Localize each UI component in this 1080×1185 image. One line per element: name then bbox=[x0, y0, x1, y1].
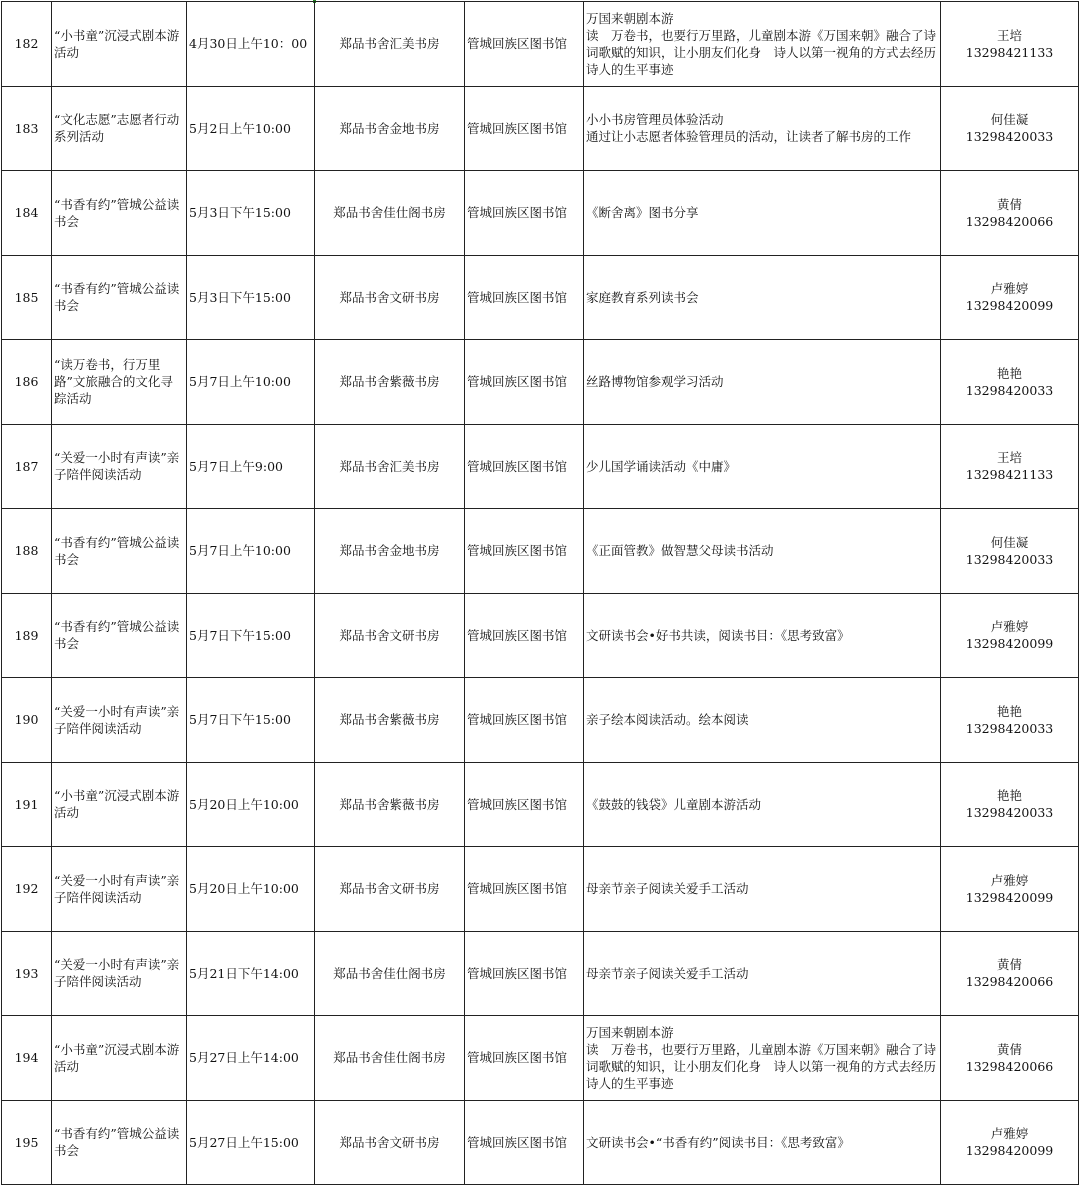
content-line: 通过让小志愿者体验管理员的活动，让读者了解书房的工作 bbox=[586, 129, 912, 145]
contact-name: 黄倩 bbox=[996, 1041, 1022, 1057]
content-line: 万国来朝剧本游 bbox=[586, 1024, 674, 1040]
contact-name: 何佳凝 bbox=[990, 534, 1029, 550]
row-number-cell[interactable]: 191 bbox=[2, 762, 52, 847]
contact-phone: 13298421133 bbox=[965, 44, 1054, 60]
row-number-cell[interactable]: 185 bbox=[2, 255, 52, 340]
content-line: 家庭教育系列读书会 bbox=[586, 289, 699, 305]
contact-cell[interactable] bbox=[941, 424, 1079, 509]
content-line: 《鼓鼓的钱袋》儿童剧本游活动 bbox=[586, 796, 762, 812]
activity-name-cell[interactable]: “小书童”沉浸式剧本游活动 bbox=[52, 1016, 187, 1101]
table-row bbox=[2, 931, 1079, 1016]
contact-cell[interactable] bbox=[941, 1100, 1079, 1185]
venue-cell[interactable]: 郑品书舍佳仕阁书房 bbox=[315, 1016, 465, 1101]
content-line: 读 万卷书，也要行万里路，儿童剧本游《万国来朝》融合了诗词歌赋的知识，让小朋友们化身 诗人以第一视角的方式去经历诗人的生平事迹 bbox=[586, 1041, 937, 1091]
activity-content-cell[interactable] bbox=[584, 1016, 941, 1101]
activity-content-cell[interactable] bbox=[584, 509, 941, 594]
activity-name-cell[interactable]: “书香有约”管城公益读书会 bbox=[52, 255, 187, 340]
table-row bbox=[2, 424, 1079, 509]
activity-time-cell[interactable]: 5月7日下午15:00 bbox=[187, 593, 315, 678]
activity-content-cell[interactable] bbox=[584, 2, 941, 87]
table-row bbox=[2, 255, 1079, 340]
contact-cell[interactable] bbox=[941, 593, 1079, 678]
content-line: 丝路博物馆参观学习活动 bbox=[586, 374, 724, 390]
contact-phone: 13298420099 bbox=[965, 636, 1054, 652]
venue-cell[interactable]: 郑品书舍文研书房 bbox=[315, 593, 465, 678]
venue-cell[interactable]: 郑品书舍文研书房 bbox=[315, 847, 465, 932]
contact-cell[interactable] bbox=[941, 678, 1079, 763]
contact-name: 王培 bbox=[996, 450, 1022, 466]
venue-cell[interactable]: 郑品书舍紫薇书房 bbox=[315, 340, 465, 425]
content-line: 小小书房管理员体验活动 bbox=[586, 112, 724, 128]
table-row bbox=[2, 2, 1079, 87]
activity-time-cell[interactable]: 5月2日上午10:00 bbox=[187, 86, 315, 171]
contact-phone: 13298421133 bbox=[965, 467, 1054, 483]
venue-cell[interactable]: 郑品书舍金地书房 bbox=[315, 509, 465, 594]
activity-content-cell[interactable] bbox=[584, 340, 941, 425]
contact-name: 何佳凝 bbox=[990, 112, 1029, 128]
contact-name: 卢雅婷 bbox=[990, 1126, 1029, 1142]
table-row bbox=[2, 593, 1079, 678]
activity-content-cell[interactable] bbox=[584, 1100, 941, 1185]
row-number-cell[interactable]: 192 bbox=[2, 847, 52, 932]
activity-content-cell[interactable] bbox=[584, 847, 941, 932]
contact-phone: 13298420033 bbox=[965, 720, 1054, 736]
contact-phone: 13298420033 bbox=[965, 129, 1054, 145]
content-line: 《正面管教》做智慧父母读书活动 bbox=[586, 543, 774, 559]
contact-phone: 13298420066 bbox=[965, 974, 1054, 990]
content-line: 万国来朝剧本游 bbox=[586, 10, 674, 26]
organizer-cell[interactable]: 管城回族区图书馆 bbox=[465, 2, 584, 87]
contact-cell[interactable] bbox=[941, 340, 1079, 425]
activity-name-cell[interactable]: “关爱一小时有声读”亲子陪伴阅读活动 bbox=[52, 678, 187, 763]
activity-content-cell[interactable] bbox=[584, 593, 941, 678]
contact-phone: 13298420066 bbox=[965, 213, 1054, 229]
organizer-cell[interactable]: 管城回族区图书馆 bbox=[465, 931, 584, 1016]
content-line: 文研读书会•好书共读，阅读书目：《思考致富》 bbox=[586, 627, 850, 643]
contact-cell[interactable] bbox=[941, 847, 1079, 932]
contact-phone: 13298420099 bbox=[965, 889, 1054, 905]
content-line: 读 万卷书，也要行万里路，儿童剧本游《万国来朝》融合了诗词歌赋的知识，让小朋友们化身 诗人以第一视角的方式去经历诗人的生平事迹 bbox=[586, 27, 937, 77]
venue-cell[interactable]: 郑品书舍文研书房 bbox=[315, 255, 465, 340]
activity-name-cell[interactable]: “书香有约”管城公益读书会 bbox=[52, 171, 187, 256]
contact-cell[interactable] bbox=[941, 762, 1079, 847]
activity-name-cell[interactable]: “读万卷书，行万里路”文旅融合的文化寻踪活动 bbox=[52, 340, 187, 425]
row-number-cell[interactable]: 194 bbox=[2, 1016, 52, 1101]
organizer-cell[interactable]: 管城回族区图书馆 bbox=[465, 593, 584, 678]
activity-name-cell[interactable]: “小书童”沉浸式剧本游活动 bbox=[52, 762, 187, 847]
contact-name: 艳艳 bbox=[996, 703, 1022, 719]
activity-time-cell[interactable]: 5月7日上午10:00 bbox=[187, 509, 315, 594]
contact-name: 黄倩 bbox=[996, 196, 1022, 212]
organizer-cell[interactable]: 管城回族区图书馆 bbox=[465, 678, 584, 763]
contact-cell[interactable] bbox=[941, 86, 1079, 171]
activity-content-cell[interactable] bbox=[584, 678, 941, 763]
table-row bbox=[2, 678, 1079, 763]
content-line: 母亲节亲子阅读关爱手工活动 bbox=[586, 881, 749, 897]
activity-name-cell[interactable]: “文化志愿”志愿者行动系列活动 bbox=[52, 86, 187, 171]
organizer-cell[interactable]: 管城回族区图书馆 bbox=[465, 424, 584, 509]
activity-content-cell[interactable] bbox=[584, 255, 941, 340]
row-number-cell[interactable]: 195 bbox=[2, 1100, 52, 1185]
activity-schedule-table bbox=[1, 1, 1079, 1185]
contact-cell[interactable] bbox=[941, 171, 1079, 256]
table-row bbox=[2, 847, 1079, 932]
organizer-cell[interactable]: 管城回族区图书馆 bbox=[465, 86, 584, 171]
table-row bbox=[2, 340, 1079, 425]
table-row bbox=[2, 1100, 1079, 1185]
table-row bbox=[2, 509, 1079, 594]
row-number-cell[interactable]: 189 bbox=[2, 593, 52, 678]
activity-time-cell[interactable]: 5月20日上午10:00 bbox=[187, 762, 315, 847]
contact-name: 艳艳 bbox=[996, 365, 1022, 381]
row-number-cell[interactable]: 182 bbox=[2, 2, 52, 87]
organizer-cell[interactable]: 管城回族区图书馆 bbox=[465, 847, 584, 932]
row-number-cell[interactable]: 184 bbox=[2, 171, 52, 256]
table-row bbox=[2, 86, 1079, 171]
activity-name-cell[interactable]: “关爱一小时有声读”亲子陪伴阅读活动 bbox=[52, 847, 187, 932]
contact-cell[interactable] bbox=[941, 2, 1079, 87]
activity-name-cell[interactable]: “关爱一小时有声读”亲子陪伴阅读活动 bbox=[52, 424, 187, 509]
row-number-cell[interactable]: 186 bbox=[2, 340, 52, 425]
activity-name-cell[interactable]: “书香有约”管城公益读书会 bbox=[52, 1100, 187, 1185]
organizer-cell[interactable]: 管城回族区图书馆 bbox=[465, 171, 584, 256]
row-number-cell[interactable]: 193 bbox=[2, 931, 52, 1016]
contact-name: 卢雅婷 bbox=[990, 281, 1029, 297]
content-line: 少儿国学诵读活动《中庸》 bbox=[586, 458, 737, 474]
activity-time-cell[interactable]: 5月7日上午10:00 bbox=[187, 340, 315, 425]
contact-phone: 13298420099 bbox=[965, 1143, 1054, 1159]
row-number-cell[interactable]: 183 bbox=[2, 86, 52, 171]
organizer-cell[interactable]: 管城回族区图书馆 bbox=[465, 255, 584, 340]
organizer-cell[interactable]: 管城回族区图书馆 bbox=[465, 509, 584, 594]
activity-name-cell[interactable]: “小书童”沉浸式剧本游活动 bbox=[52, 2, 187, 87]
table-row bbox=[2, 1016, 1079, 1101]
contact-name: 艳艳 bbox=[996, 788, 1022, 804]
activity-content-cell[interactable] bbox=[584, 86, 941, 171]
activity-time-cell[interactable]: 5月27日上午15:00 bbox=[187, 1100, 315, 1185]
contact-phone: 13298420033 bbox=[965, 551, 1054, 567]
row-number-cell[interactable]: 190 bbox=[2, 678, 52, 763]
activity-time-cell[interactable]: 5月21日下午14:00 bbox=[187, 931, 315, 1016]
organizer-cell[interactable]: 管城回族区图书馆 bbox=[465, 1100, 584, 1185]
contact-cell[interactable] bbox=[941, 509, 1079, 594]
activity-content-cell[interactable] bbox=[584, 931, 941, 1016]
venue-cell[interactable]: 郑品书舍汇美书房 bbox=[315, 2, 465, 87]
activity-name-cell[interactable]: “书香有约”管城公益读书会 bbox=[52, 509, 187, 594]
venue-cell[interactable]: 郑品书舍紫薇书房 bbox=[315, 678, 465, 763]
table-body bbox=[2, 2, 1079, 1185]
venue-cell[interactable]: 郑品书舍汇美书房 bbox=[315, 424, 465, 509]
organizer-cell[interactable]: 管城回族区图书馆 bbox=[465, 340, 584, 425]
contact-cell[interactable] bbox=[941, 1016, 1079, 1101]
content-line: 文研读书会•“书香有约”阅读书目：《思考致富》 bbox=[586, 1134, 850, 1150]
organizer-cell[interactable]: 管城回族区图书馆 bbox=[465, 762, 584, 847]
contact-name: 黄倩 bbox=[996, 957, 1022, 973]
contact-phone: 13298420066 bbox=[965, 1058, 1054, 1074]
content-line: 《断舍离》图书分享 bbox=[586, 205, 699, 221]
contact-cell[interactable] bbox=[941, 931, 1079, 1016]
venue-cell[interactable]: 郑品书舍文研书房 bbox=[315, 1100, 465, 1185]
activity-time-cell[interactable]: 5月20日上午10:00 bbox=[187, 847, 315, 932]
activity-time-cell[interactable]: 5月3日下午15:00 bbox=[187, 255, 315, 340]
activity-time-cell[interactable]: 5月7日上午9:00 bbox=[187, 424, 315, 509]
table-row bbox=[2, 762, 1079, 847]
venue-cell[interactable]: 郑品书舍紫薇书房 bbox=[315, 762, 465, 847]
contact-name: 卢雅婷 bbox=[990, 619, 1029, 635]
table-row bbox=[2, 171, 1079, 256]
contact-phone: 13298420099 bbox=[965, 298, 1054, 314]
venue-cell[interactable]: 郑品书舍金地书房 bbox=[315, 86, 465, 171]
contact-phone: 13298420033 bbox=[965, 382, 1054, 398]
activity-time-cell[interactable]: 5月27日上午14:00 bbox=[187, 1016, 315, 1101]
activity-content-cell[interactable] bbox=[584, 424, 941, 509]
activity-name-cell[interactable]: “书香有约”管城公益读书会 bbox=[52, 593, 187, 678]
row-number-cell[interactable]: 187 bbox=[2, 424, 52, 509]
contact-name: 卢雅婷 bbox=[990, 872, 1029, 888]
contact-cell[interactable] bbox=[941, 255, 1079, 340]
row-number-cell[interactable]: 188 bbox=[2, 509, 52, 594]
activity-content-cell[interactable] bbox=[584, 171, 941, 256]
activity-content-cell[interactable] bbox=[584, 762, 941, 847]
content-line: 母亲节亲子阅读关爱手工活动 bbox=[586, 965, 749, 981]
activity-time-cell[interactable]: 5月7日下午15:00 bbox=[187, 678, 315, 763]
content-line: 亲子绘本阅读活动。绘本阅读 bbox=[586, 712, 749, 728]
contact-phone: 13298420033 bbox=[965, 805, 1054, 821]
activity-time-cell[interactable]: 4月30日上午10：00 bbox=[187, 2, 315, 87]
contact-name: 王培 bbox=[996, 27, 1022, 43]
activity-time-cell[interactable]: 5月3日下午15:00 bbox=[187, 171, 315, 256]
activity-name-cell[interactable]: “关爱一小时有声读”亲子陪伴阅读活动 bbox=[52, 931, 187, 1016]
venue-cell[interactable]: 郑品书舍佳仕阁书房 bbox=[315, 931, 465, 1016]
organizer-cell[interactable]: 管城回族区图书馆 bbox=[465, 1016, 584, 1101]
venue-cell[interactable]: 郑品书舍佳仕阁书房 bbox=[315, 171, 465, 256]
